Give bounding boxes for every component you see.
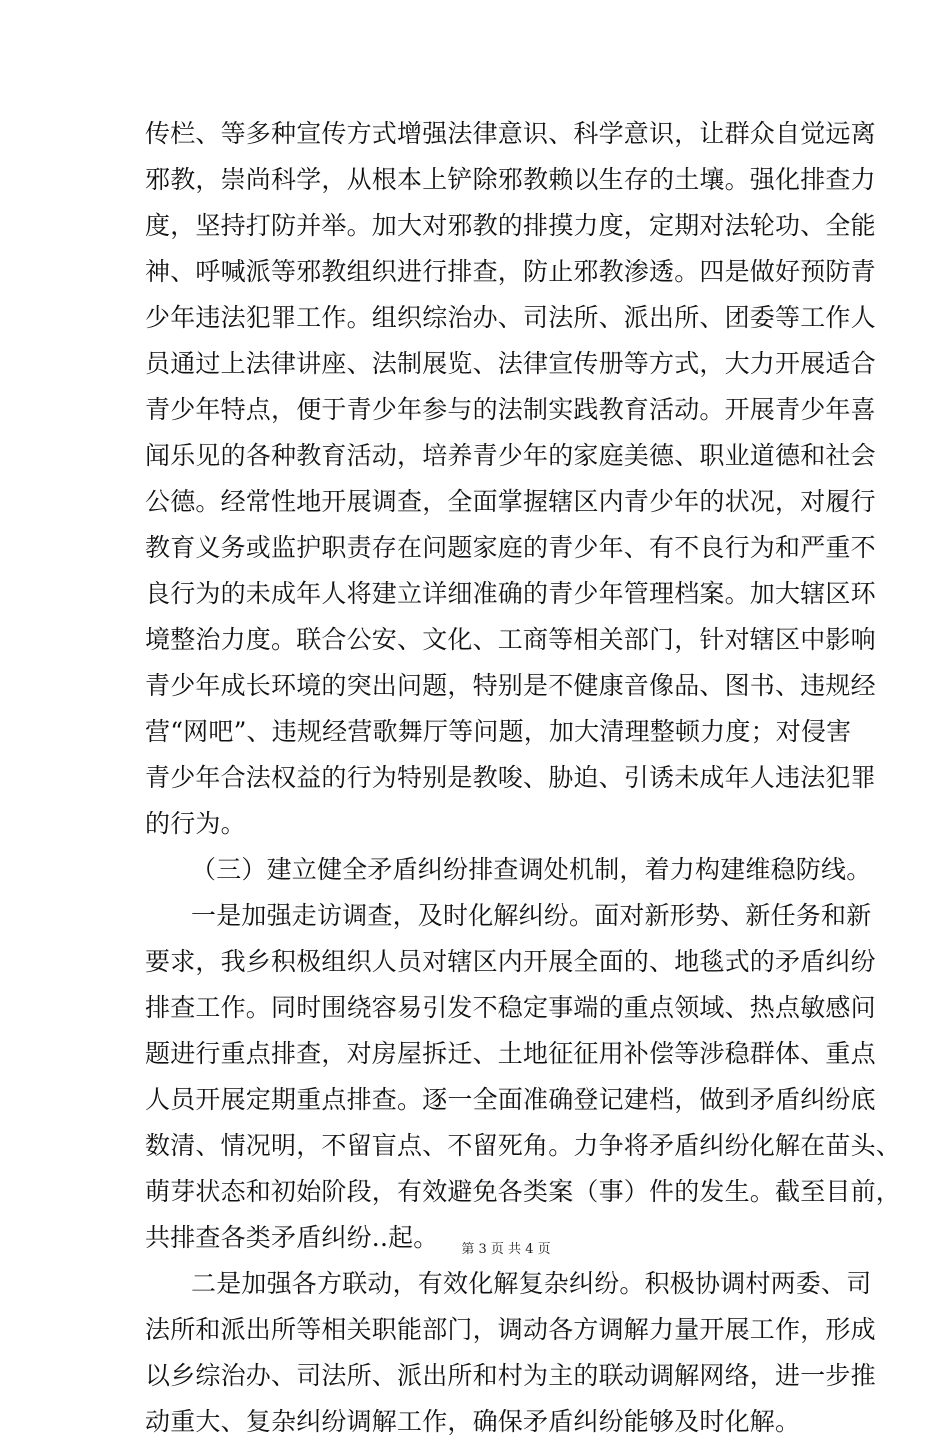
text-line: 排查工作。同时围绕容易引发不稳定事端的重点领域、热点敏感问 <box>145 993 876 1022</box>
text-line: 题进行重点排查，对房屋拆迁、土地征征用补偿等涉稳群体、重点 <box>145 1039 876 1068</box>
text-line: 数清、情况明，不留盲点、不留死角。力争将矛盾纠纷化解在苗头、 <box>145 1131 902 1160</box>
text-line: 少年违法犯罪工作。组织综治办、司法所、派出所、团委等工作人 <box>145 303 876 332</box>
text-line: 神、呼喊派等邪教组织进行排查，防止邪教渗透。四是做好预防青 <box>145 257 876 286</box>
text-line: 法所和派出所等相关职能部门，调动各方调解力量开展工作，形成 <box>145 1315 876 1344</box>
text-line: 境整治力度。联合公安、文化、工商等相关部门，针对辖区中影响 <box>145 625 876 654</box>
text-line: 青少年特点，便于青少年参与的法制实践教育活动。开展青少年喜 <box>145 395 876 424</box>
text-line: 动重大、复杂纠纷调解工作，确保矛盾纠纷能够及时化解。 <box>145 1407 801 1436</box>
text-line: 传栏、等多种宣传方式增强法律意识、科学意识，让群众自觉远离 <box>145 119 876 148</box>
text-line: 员通过上法律讲座、法制展览、法律宣传册等方式，大力开展适合 <box>145 349 876 378</box>
text-line: 的行为。 <box>145 809 246 838</box>
text-line: 人员开展定期重点排查。逐一全面准确登记建档，做到矛盾纠纷底 <box>145 1085 876 1114</box>
text-line: 营“网吧”、违规经营歌舞厅等问题，加大清理整顿力度；对侵害 <box>145 717 852 746</box>
text-line: 青少年合法权益的行为特别是教唆、胁迫、引诱未成年人违法犯罪 <box>145 763 876 792</box>
text-line: 青少年成长环境的突出问题，特别是不健康音像品、图书、违规经 <box>145 671 876 700</box>
text-line: 度，坚持打防并举。加大对邪教的排摸力度，定期对法轮功、全能 <box>145 211 876 240</box>
paragraph-first-line: 一是加强走访调查，及时化解纠纷。面对新形势、新任务和新 <box>191 901 872 930</box>
text-line: 要求，我乡积极组织人员对辖区内开展全面的、地毯式的矛盾纠纷 <box>145 947 876 976</box>
page-number-footer: 第 3 页 共 4 页 <box>461 1242 551 1257</box>
paragraph-first-line: 二是加强各方联动，有效化解复杂纠纷。积极协调村两委、司 <box>191 1269 872 1298</box>
text-line: 邪教，崇尚科学，从根本上铲除邪教赖以生存的土壤。强化排查力 <box>145 165 876 194</box>
text-line: 闻乐见的各种教育活动，培养青少年的家庭美德、职业道德和社会 <box>145 441 876 470</box>
text-line: 萌芽状态和初始阶段，有效避免各类案（事）件的发生。截至目前， <box>145 1177 902 1206</box>
section-heading: （三）建立健全矛盾纠纷排查调处机制，着力构建维稳防线。 <box>191 855 872 884</box>
text-line: 共排查各类矛盾纠纷..起。 <box>145 1223 439 1252</box>
text-line: 公德。经常性地开展调查，全面掌握辖区内青少年的状况，对履行 <box>145 487 876 516</box>
text-line: 教育义务或监护职责存在问题家庭的青少年、有不良行为和严重不 <box>145 533 876 562</box>
text-line: 以乡综治办、司法所、派出所和村为主的联动调解网络，进一步推 <box>145 1361 876 1390</box>
text-line: 良行为的未成年人将建立详细准确的青少年管理档案。加大辖区环 <box>145 579 876 608</box>
